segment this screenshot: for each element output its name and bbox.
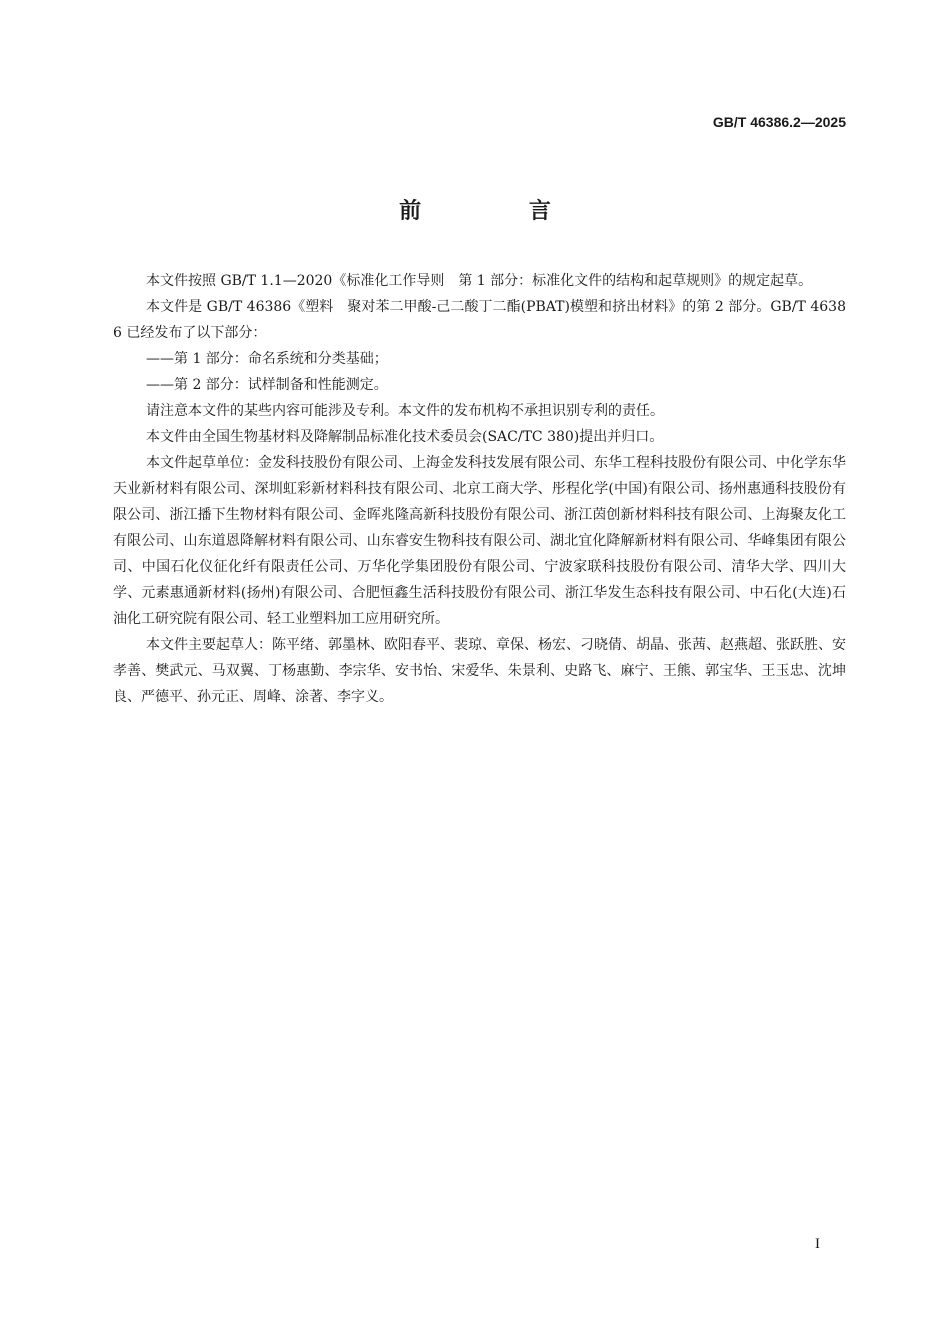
paragraph-part-info: 本文件是 GB/T 46386《塑料 聚对苯二甲酸-己二酸丁二酯(PBAT)模塑和挤出材料》的第 2 部分。GB/T 46386 已经发布了以下部分：: [113, 299, 846, 341]
list-item-part-1: ——第 1 部分：命名系统和分类基础；: [146, 351, 388, 367]
page-title: 前 言: [399, 199, 601, 224]
list-item-part-2: ——第 2 部分：试样制备和性能测定。: [146, 377, 388, 393]
paragraph-committee: 本文件由全国生物基材料及降解制品标准化技术委员会(SAC/TC 380)提出并归口。: [146, 429, 664, 445]
page-number: I: [815, 1236, 820, 1252]
paragraph-drafting-rules: 本文件按照 GB/T 1.1—2020《标准化工作导则 第 1 部分：标准化文件的结构和起草规则》的规定起草。: [146, 273, 813, 289]
paragraph-patent-notice: 请注意本文件的某些内容可能涉及专利。本文件的发布机构不承担识别专利的责任。: [146, 403, 664, 419]
paragraph-drafters: 本文件主要起草人：陈平绪、郭墨林、欧阳春平、裴琼、章保、杨宏、刁晓倩、胡晶、张茜、赵燕超、张跃胜、安孝善、樊武元、马双翼、丁杨惠勤、李宗华、安书怡、宋爱华、朱景利、史路飞、麻宁、王熊、郭宝华、王玉忠、沈坤良、严德平、孙元正、周峰、涂著、李字义。: [113, 637, 846, 705]
standard-number: GB/T 46386.2—2025: [712, 114, 846, 130]
foreword-body: [113, 268, 846, 710]
paragraph-drafting-units: 本文件起草单位：金发科技股份有限公司、上海金发科技发展有限公司、东华工程科技股份有限公司、中化学东华天业新材料有限公司、深圳虹彩新材料科技有限公司、北京工商大学、彤程化学(中国)有限公司、扬州惠通科技股份有限公司、浙江播下生物材料有限公司、金晖兆隆高新科技股份有限公司、浙江茵创新材料科技有限公司、上海聚友化工有限公司、山东道恩降解材料有限公司、山东睿安生物科技有限公司、湖北宜化降解新材料有限公司、华峰集团有限公司、中国石化仪征化纤有限责任公司、万华化学集团股份有限公司、宁波家联科技股份有限公司、清华大学、四川大学、元素惠通新材料(扬州)有限公司、合肥恒鑫生活科技股份有限公司、浙江华发生态科技有限公司、中石化(大连)石油化工研究院有限公司、轻工业塑料加工应用研究所。: [113, 455, 846, 627]
